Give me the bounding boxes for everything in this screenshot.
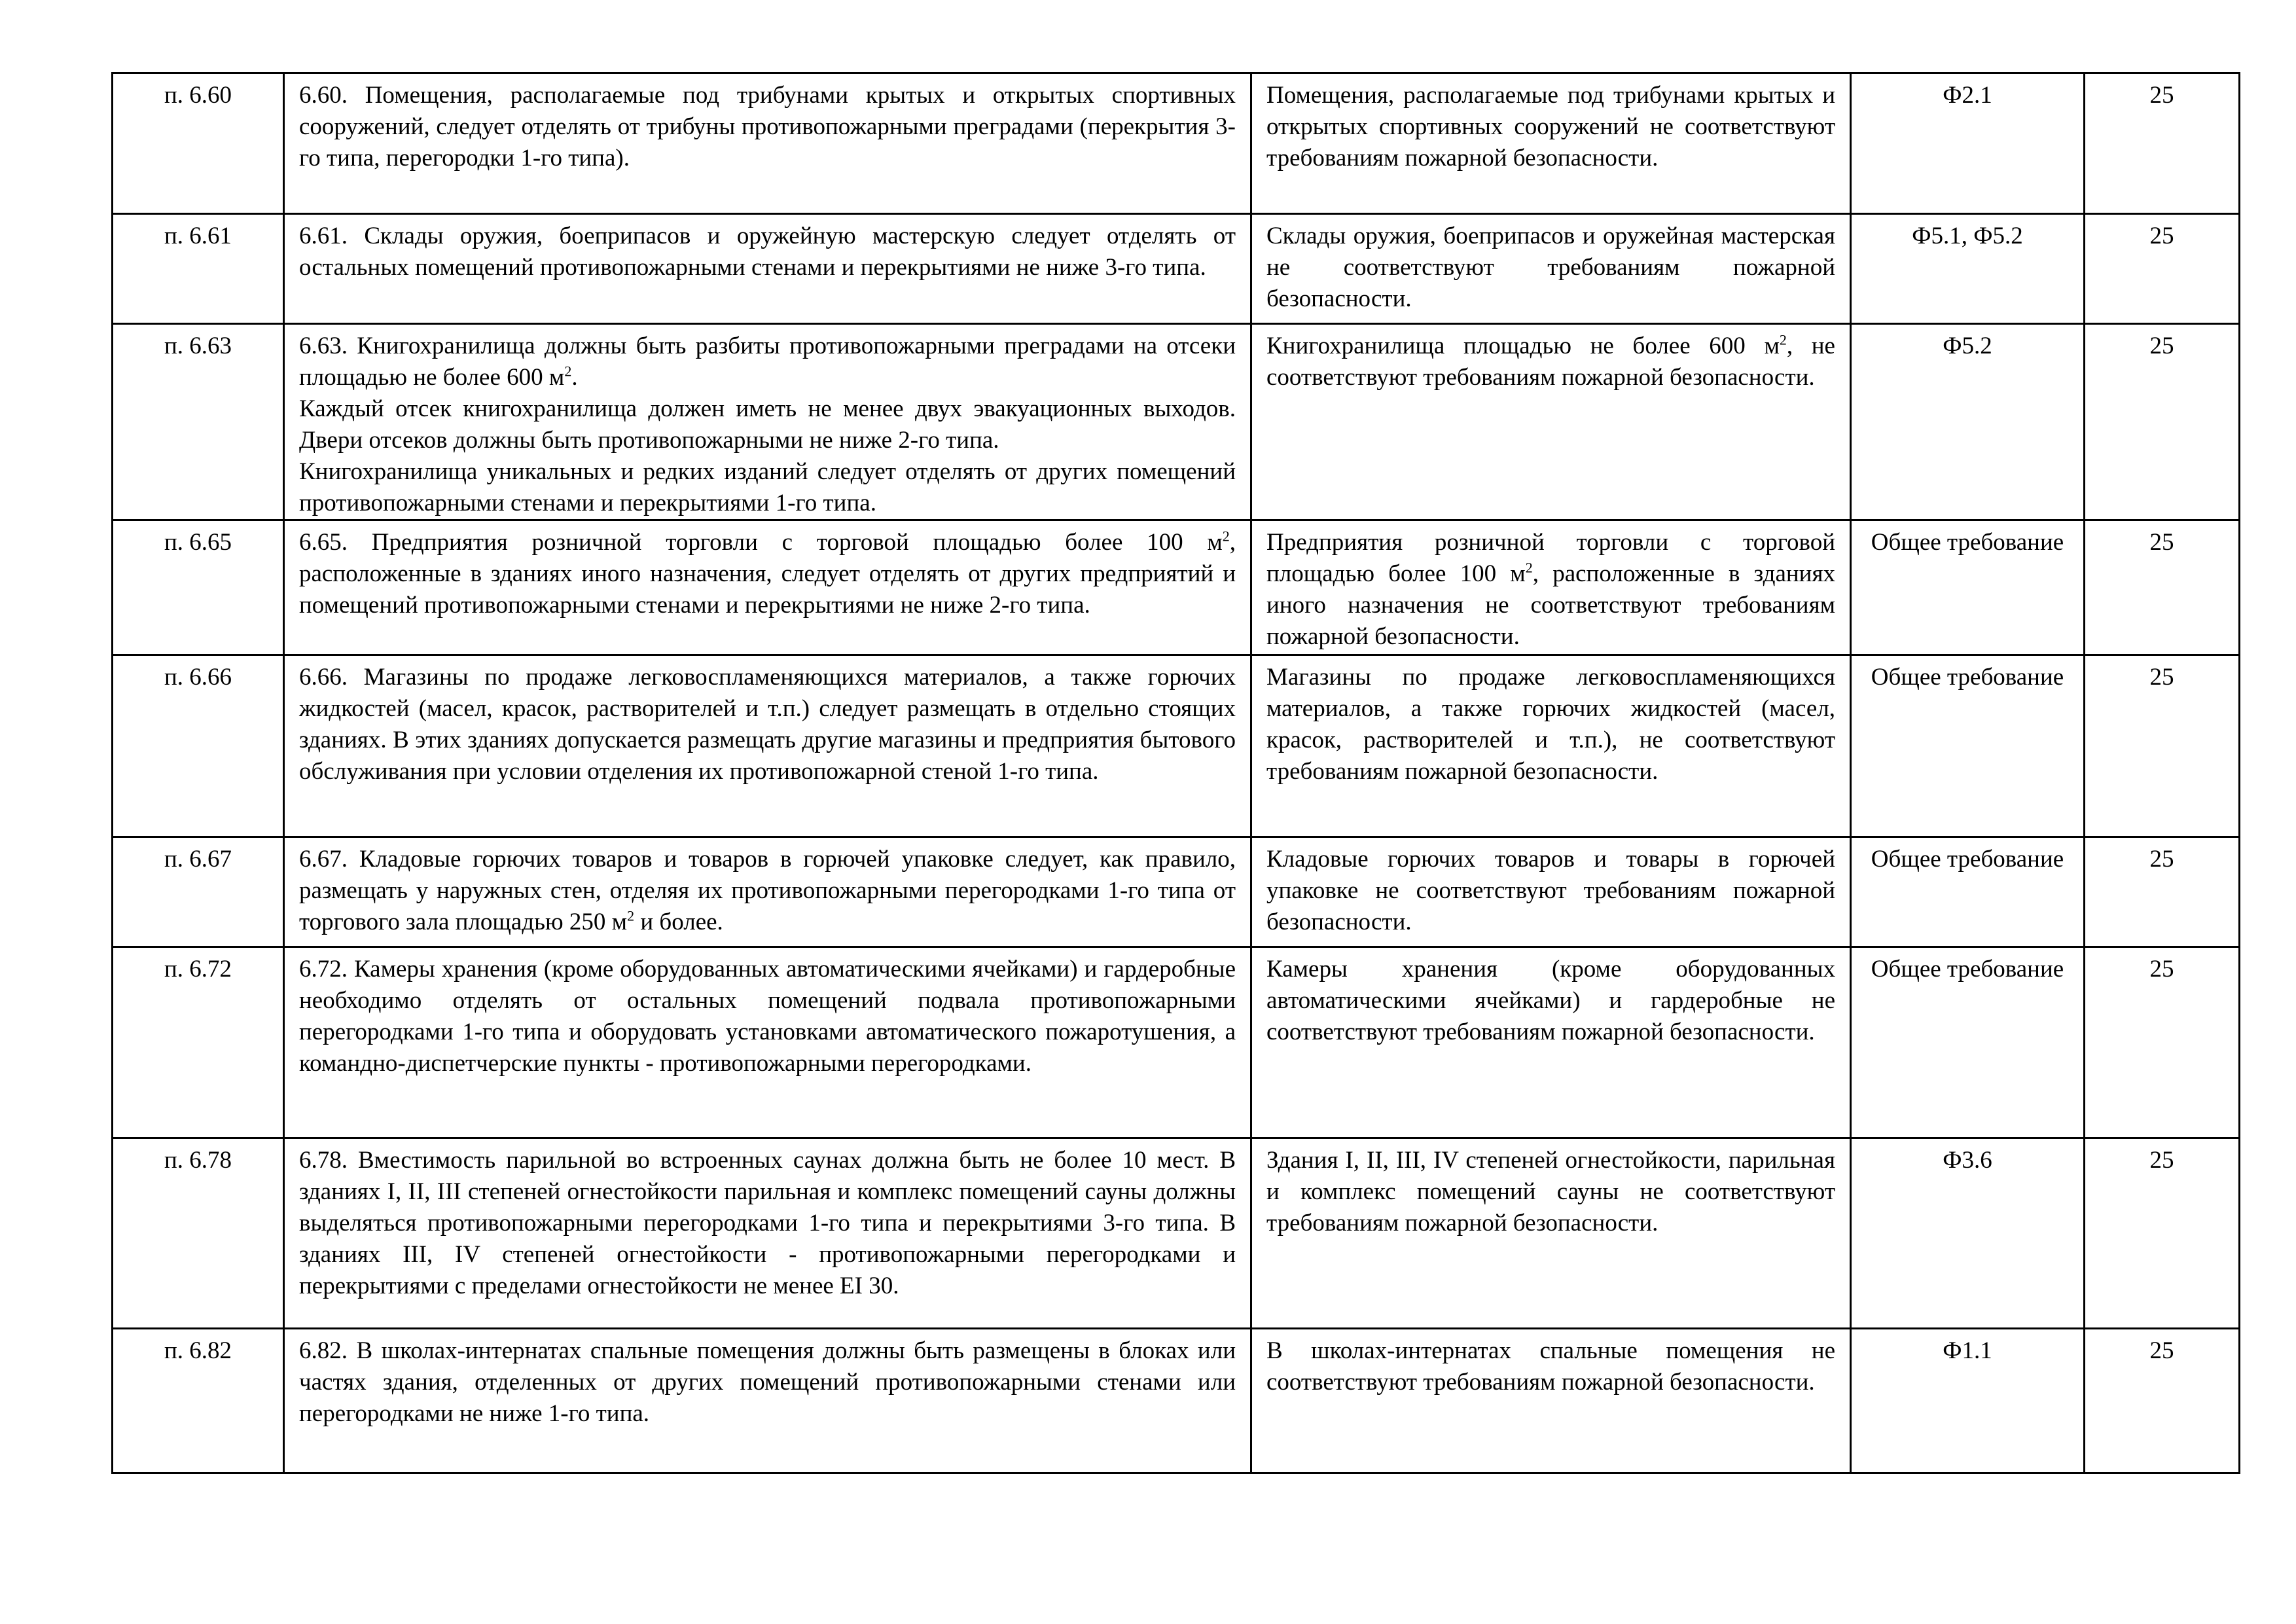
page-cell: 25 bbox=[2085, 73, 2240, 214]
table-row bbox=[113, 73, 2240, 214]
requirement-cell bbox=[284, 520, 1251, 655]
requirement-paragraph: Каждый отсек книгохранилища должен иметь не менее двух эвакуационных выходов. Двери отсеков должны быть противопожарными не ниже 2-го типа. bbox=[299, 395, 1236, 454]
clause-cell: п. 6.60 bbox=[113, 73, 284, 214]
page-cell: 25 bbox=[2085, 655, 2240, 837]
requirement-cell bbox=[284, 1138, 1251, 1329]
finding-cell: Кладовые горючих товаров и товары в горючей упаковке не соответствуют требованиям пожарной безопасности. bbox=[1251, 837, 1851, 947]
requirement-paragraph: 6.67. Кладовые горючих товаров и товаров в горючей упаковке следует, как правило, размещать у наружных стен, отделяя их противопожарными перегородками 1-го типа от торгового зала площадью 250 $м^2$ и более. bbox=[299, 846, 1236, 935]
finding-cell: В школах-интернатах спальные помещения не соответствуют требованиям пожарной безопасности. bbox=[1251, 1329, 1851, 1473]
table-row bbox=[113, 214, 2240, 324]
requirement-cell bbox=[284, 1329, 1251, 1473]
requirement-paragraph: 6.72. Камеры хранения (кроме оборудованных автоматическими ячейками) и гардеробные необходимо отделять от остальных помещений подвала противопожарными перегородками 1-го типа и оборудовать установками автоматического пожаротушения, а командно-диспетчерские пункты - противопожарными перегородками. bbox=[299, 956, 1236, 1077]
page-cell: 25 bbox=[2085, 837, 2240, 947]
clause-cell: п. 6.72 bbox=[113, 947, 284, 1138]
finding-cell: Помещения, располагаемые под трибунами крытых и открытых спортивных сооружений не соответствуют требованиям пожарной безопасности. bbox=[1251, 73, 1851, 214]
finding-cell: Магазины по продаже легковоспламеняющихся материалов, а также горючих жидкостей (масел, красок, растворителей и т.п.), не соответствуют требованиям пожарной безопасности. bbox=[1251, 655, 1851, 837]
class-cell: Ф3.6 bbox=[1851, 1138, 2085, 1329]
page-cell: 25 bbox=[2085, 324, 2240, 520]
class-cell: Общее требование bbox=[1851, 520, 2085, 655]
table-row bbox=[113, 1138, 2240, 1329]
table-row bbox=[113, 520, 2240, 655]
requirement-paragraph: Книгохранилища уникальных и редких изданий следует отделять от других помещений противопожарными стенами и перекрытиями 1-го типа. bbox=[299, 458, 1236, 516]
table-row bbox=[113, 324, 2240, 520]
page-cell: 25 bbox=[2085, 947, 2240, 1138]
finding-cell: Книгохранилища площадью не более 600 $м^2$, не соответствуют требованиям пожарной безопасности. bbox=[1251, 324, 1851, 520]
requirements-table bbox=[111, 72, 2240, 1474]
class-cell: Общее требование bbox=[1851, 837, 2085, 947]
requirement-cell bbox=[284, 214, 1251, 324]
clause-cell: п. 6.65 bbox=[113, 520, 284, 655]
requirement-paragraph: 6.78. Вместимость парильной во встроенных саунах должна быть не более 10 мест. В зданиях I, II, III степеней огнестойкости парильная и комплекс помещений сауны должны выделяться противопожарными перегородками 1-го типа и перекрытиями 3-го типа. В зданиях III, IV степеней огнестойкости - противопожарными перегородками и перекрытиями с пределами огнестойкости не менее EI 30. bbox=[299, 1147, 1236, 1299]
requirement-paragraph: 6.61. Склады оружия, боеприпасов и оружейную мастерскую следует отделять от остальных помещений противопожарными стенами и перекрытиями не ниже 3-го типа. bbox=[299, 223, 1236, 281]
page-cell: 25 bbox=[2085, 214, 2240, 324]
table-row bbox=[113, 1329, 2240, 1473]
class-cell: Ф2.1 bbox=[1851, 73, 2085, 214]
finding-cell: Камеры хранения (кроме оборудованных автоматическими ячейками) и гардеробные не соответствуют требованиям пожарной безопасности. bbox=[1251, 947, 1851, 1138]
requirement-paragraph: 6.60. Помещения, располагаемые под трибунами крытых и открытых спортивных сооружений, следует отделять от трибуны противопожарными преградами (перекрытия 3-го типа, перегородки 1-го типа). bbox=[299, 82, 1236, 171]
page-cell: 25 bbox=[2085, 520, 2240, 655]
clause-cell: п. 6.63 bbox=[113, 324, 284, 520]
requirement-cell bbox=[284, 73, 1251, 214]
class-cell: Ф5.2 bbox=[1851, 324, 2085, 520]
clause-cell: п. 6.82 bbox=[113, 1329, 284, 1473]
document-page bbox=[111, 72, 2238, 1474]
requirement-cell bbox=[284, 324, 1251, 520]
requirement-paragraph: 6.66. Магазины по продаже легковоспламеняющихся материалов, а также горючих жидкостей (масел, красок, растворителей и т.п.) следует размещать в отдельно стоящих зданиях. В этих зданиях допускается размещать другие магазины и предприятия бытового обслуживания при условии отделения их противопожарной стеной 1-го типа. bbox=[299, 664, 1236, 785]
requirement-paragraph: 6.63. Книгохранилища должны быть разбиты противопожарными преградами на отсеки площадью не более 600 $м^2$. bbox=[299, 333, 1236, 391]
table-row bbox=[113, 655, 2240, 837]
finding-cell: Здания I, II, III, IV степеней огнестойкости, парильная и комплекс помещений сауны не соответствуют требованиям пожарной безопасности. bbox=[1251, 1138, 1851, 1329]
class-cell: Ф1.1 bbox=[1851, 1329, 2085, 1473]
clause-cell: п. 6.67 bbox=[113, 837, 284, 947]
table-row bbox=[113, 947, 2240, 1138]
page-cell: 25 bbox=[2085, 1138, 2240, 1329]
class-cell: Общее требование bbox=[1851, 947, 2085, 1138]
requirement-cell bbox=[284, 655, 1251, 837]
class-cell: Ф5.1, Ф5.2 bbox=[1851, 214, 2085, 324]
table-row bbox=[113, 837, 2240, 947]
requirement-cell bbox=[284, 837, 1251, 947]
page-cell: 25 bbox=[2085, 1329, 2240, 1473]
requirement-paragraph: 6.65. Предприятия розничной торговли с торговой площадью более 100 $м^2$, расположенные в зданиях иного назначения, следует отделять от других предприятий и помещений противопожарными стенами и перекрытиями не ниже 2-го типа. bbox=[299, 528, 1236, 619]
clause-cell: п. 6.66 bbox=[113, 655, 284, 837]
finding-cell: Склады оружия, боеприпасов и оружейная мастерская не соответствуют требованиям пожарной безопасности. bbox=[1251, 214, 1851, 324]
requirement-paragraph: 6.82. В школах-интернатах спальные помещения должны быть размещены в блоках или частях здания, отделенных от других помещений противопожарными стенами или перегородками не ниже 1-го типа. bbox=[299, 1337, 1236, 1427]
requirements-table-body bbox=[113, 73, 2240, 1473]
finding-cell: Предприятия розничной торговли с торговой площадью более 100 $м^2$, расположенные в зданиях иного назначения не соответствуют требованиям пожарной безопасности. bbox=[1251, 520, 1851, 655]
class-cell: Общее требование bbox=[1851, 655, 2085, 837]
clause-cell: п. 6.78 bbox=[113, 1138, 284, 1329]
clause-cell: п. 6.61 bbox=[113, 214, 284, 324]
requirement-cell bbox=[284, 947, 1251, 1138]
